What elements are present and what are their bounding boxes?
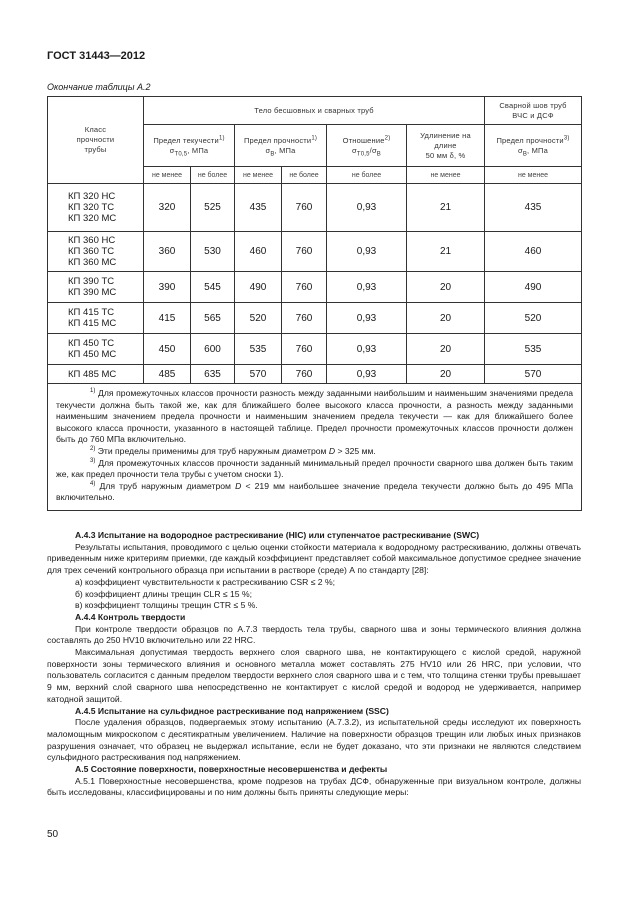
header-class-line: Класс [84, 125, 107, 134]
footnote-4 [56, 481, 573, 504]
unit-label: , МПа [527, 145, 549, 155]
weld-tensile-cell: 570 [485, 365, 582, 384]
elongation-cell: 20 [407, 303, 485, 334]
ratio-subscript: T0,5 [356, 151, 370, 157]
table-row [48, 184, 582, 232]
document-title: ГОСТ 31443—2012 [47, 50, 146, 62]
unit-label: , МПа [274, 145, 296, 155]
elongation-cell: 21 [407, 232, 485, 272]
ratio-cell: 0,93 [327, 334, 407, 365]
weld-tensile-cell: 490 [485, 272, 582, 303]
tensile-min-cell: 460 [235, 232, 282, 272]
tensile-max-cell: 760 [282, 365, 327, 384]
sigma-symbol: σ [352, 145, 357, 155]
tensile-max-cell: 760 [282, 184, 327, 232]
yield-min-cell: 415 [144, 303, 191, 334]
tensile-max-cell: 760 [282, 303, 327, 334]
yield-min-cell: 390 [144, 272, 191, 303]
class-cell [48, 365, 144, 384]
header-ratio [327, 125, 407, 167]
footnote-2 [56, 446, 573, 458]
table-row [48, 303, 582, 334]
table-caption: Окончание таблицы А.2 [47, 82, 151, 92]
body-text [47, 530, 581, 799]
section-heading-a44: А.4.4 Контроль твердости [75, 611, 186, 622]
class-name: КП 415 ТС [68, 307, 115, 318]
class-cell [48, 232, 144, 272]
tensile-max-cell: 760 [282, 272, 327, 303]
limit-max-label: не более [191, 167, 235, 184]
class-name: КП 320 ТС [68, 202, 115, 213]
paragraph: Максимальная допустимая твердость верхнего слоя сварного шва, не контактирующего с кислой средой, наружной поверхности зоны термического влияния и основного металла может составлять 275 HV10 или 26 HRC, при условии, что пользователь согласится с данным пределом твердости верхнего слоя сварного шва и с тем, что толщина стенки трубы превышает 9 мм, верхний слой сварного шва непосредственно не контактирует с кислой средой и водород не удерживается, например катодной защитой. [47, 647, 581, 704]
weld-tensile-cell: 535 [485, 334, 582, 365]
class-cell [48, 334, 144, 365]
properties-table [47, 96, 582, 511]
paragraph: Результаты испытания, проводимого с целью оценки стойкости материала к водородному растрескиванию, должны отвечать приведенным ниже критериям приемки, где каждый коэффициент представляет собой максимальное допустимое среднее значение для трех сечений контрольного образца при испытании в растворе (среде) А по стандарту [28]: [47, 541, 581, 576]
yield-max-cell: 565 [191, 303, 235, 334]
header-weld-line: ВЧС и ДСФ [512, 110, 554, 120]
footnote-ref-2: 2) [384, 135, 391, 141]
ratio-slash: /σ [369, 145, 377, 155]
unit-label: , МПа [187, 145, 209, 155]
limit-min-label: не менее [485, 167, 582, 184]
yield-max-cell: 545 [191, 272, 235, 303]
yield-min-cell: 485 [144, 365, 191, 384]
header-weld-line: Сварной шов труб [499, 100, 567, 110]
header-ratio-label: Отношение [342, 135, 385, 145]
header-yield-label: Предел текучести [153, 135, 219, 145]
footnote-mark: 2) [90, 446, 96, 453]
footnote-mark: 4) [90, 480, 96, 487]
header-group-weld [485, 97, 582, 125]
header-tensile [235, 125, 327, 167]
class-name: КП 320 МС [68, 213, 117, 224]
sigma-symbol: σ [169, 145, 175, 155]
class-name: КП 360 МС [68, 257, 117, 268]
yield-max-cell: 600 [191, 334, 235, 365]
yield-max-cell: 530 [191, 232, 235, 272]
yield-subscript: T0,5 [174, 151, 188, 157]
section-heading-a45: А.4.5 Испытание на сульфидное растрескивание под напряжением (SSC) [75, 705, 389, 716]
footnote-ref-1: 1) [218, 135, 225, 141]
tensile-min-cell: 520 [235, 303, 282, 334]
sigma-symbol: σ [265, 145, 271, 155]
weld-tensile-cell: 460 [485, 232, 582, 272]
footnote-mark: 1) [90, 388, 96, 395]
header-class [48, 97, 144, 184]
header-weld-tensile-label: Предел прочности [496, 135, 564, 145]
diameter-variable: D [235, 480, 242, 491]
weld-subscript: В [522, 151, 528, 157]
limit-min-label: не менее [235, 167, 282, 184]
paragraph: При контроле твердости образцов по А.7.3 твердость тела трубы, сварного шва и зоны термического влияния должна составлять до 250 HV10 включительно или 22 HRC. [47, 623, 581, 646]
paragraph: А.5.1 Поверхностные несовершенства, кроме подрезов на трубах ДСФ, обнаруженные при визуальном контроле, должны быть исследованы, классифицированы и по ним должны быть приняты следующие меры: [47, 775, 581, 798]
elongation-cell: 20 [407, 334, 485, 365]
tensile-min-cell: 490 [235, 272, 282, 303]
weld-tensile-cell: 435 [485, 184, 582, 232]
footnote-ref-1: 1) [311, 135, 318, 141]
header-row-groups [48, 97, 582, 125]
elongation-cell: 20 [407, 272, 485, 303]
header-elongation [407, 125, 485, 167]
yield-max-cell: 525 [191, 184, 235, 232]
sigma-symbol: σ [517, 145, 523, 155]
footnote-3 [56, 458, 573, 481]
footnotes-cell [48, 384, 582, 511]
yield-min-cell: 450 [144, 334, 191, 365]
footnote-text: Для труб наружным диаметром [95, 480, 236, 491]
class-name: КП 450 ТС [68, 338, 115, 349]
yield-min-cell: 360 [144, 232, 191, 272]
header-elongation-line: длине [434, 140, 457, 150]
class-cell [48, 272, 144, 303]
footnote-text: Для промежуточных классов прочности заданный минимальный предел прочности сварного шва должен быть таким же, как предел прочности тела трубы с учетом сноски 1). [56, 457, 573, 480]
header-group-body: Тело бесшовных и сварных труб [144, 97, 485, 125]
list-item: а) коэффициент чувствительности к растрескиванию CSR ≤ 2 %; [75, 576, 335, 587]
footnote-text: > 325 мм. [335, 445, 376, 456]
header-tensile-label: Предел прочности [243, 135, 312, 145]
class-cell [48, 184, 144, 232]
header-weld-tensile [485, 125, 582, 167]
elongation-cell: 21 [407, 184, 485, 232]
header-yield [144, 125, 235, 167]
weld-tensile-cell: 520 [485, 303, 582, 334]
ratio-cell: 0,93 [327, 184, 407, 232]
ratio-cell: 0,93 [327, 232, 407, 272]
ratio-cell: 0,93 [327, 303, 407, 334]
section-heading-a43: А.4.3 Испытание на водородное растрескивание (HIC) или ступенчатое растрескивание (SWC) [75, 530, 480, 540]
tensile-min-cell: 435 [235, 184, 282, 232]
ratio-subscript: В [376, 151, 381, 157]
yield-max-cell: 635 [191, 365, 235, 384]
footnote-1 [56, 388, 573, 446]
class-name: КП 360 ТС [68, 246, 115, 257]
class-cell [48, 303, 144, 334]
page-number: 50 [47, 829, 59, 840]
header-elongation-line: Удлинение на [420, 130, 471, 140]
class-name: КП 390 МС [68, 287, 117, 298]
tensile-min-cell: 535 [235, 334, 282, 365]
footnote-text: < 219 мм наибольшее значение предела текучести должно быть до 495 МПа включительно. [56, 480, 573, 503]
yield-min-cell: 320 [144, 184, 191, 232]
ratio-cell: 0,93 [327, 365, 407, 384]
limit-min-label: не менее [144, 167, 191, 184]
class-name: КП 320 НС [68, 191, 116, 202]
class-name: КП 450 МС [68, 349, 117, 360]
class-name: КП 360 НС [68, 235, 116, 246]
footnotes-row [48, 384, 582, 511]
table-row [48, 272, 582, 303]
table-row [48, 365, 582, 384]
footnote-mark: 3) [90, 457, 96, 464]
limit-min-label: не менее [407, 167, 485, 184]
footnote-text: Эти пределы применимы для труб наружным диаметром [95, 445, 329, 456]
tensile-max-cell: 760 [282, 334, 327, 365]
diameter-variable: D [328, 445, 336, 456]
section-heading-a5: А.5 Состояние поверхности, поверхностные несовершенства и дефекты [75, 764, 388, 775]
class-name: КП 415 МС [68, 318, 117, 329]
elongation-cell: 20 [407, 365, 485, 384]
table-row [48, 334, 582, 365]
table-row [48, 232, 582, 272]
footnote-text: Для промежуточных классов прочности разность между заданными наибольшим и наименьшим значениями предела текучести должна быть такой же, как для ближайшего более высокого класса прочности, а разность между заданными наименьшим значением предела прочности и наименьшим значением предела текучести — как для ближайшего более высокого класса прочности, указанного в настоящей таблице. Предел прочности промежуточных классов прочности должен быть до 760 МПа включительно. [56, 388, 573, 445]
list-item: в) коэффициент толщины трещин CTR ≤ 5 %. [75, 600, 258, 611]
tensile-max-cell: 760 [282, 232, 327, 272]
class-name: КП 485 МС [68, 368, 117, 380]
limit-max-label: не более [327, 167, 407, 184]
class-name: КП 390 ТС [68, 276, 115, 287]
paragraph: После удаления образцов, подвергаемых этому испытанию (А.7.3.2), из испытательной среды исследуют их поверхность маломощным микроскопом с десятикратным увеличением. Наличие на поверхности образцов трещин или любых иных признаков разрушения означает, что образец не выдержал испытание, если не будет доказано, что эти признаки не являются следствием сульфидного растрескивания под напряжением. [47, 717, 581, 763]
ratio-cell: 0,93 [327, 272, 407, 303]
header-elongation-line: 50 мм δ, % [425, 150, 466, 160]
limit-max-label: не более [282, 167, 327, 184]
list-item: б) коэффициент длины трещин CLR ≤ 15 %; [75, 588, 253, 599]
header-class-line: трубы [84, 145, 107, 154]
tensile-min-cell: 570 [235, 365, 282, 384]
tensile-subscript: В [270, 151, 275, 157]
header-class-line: прочности [76, 135, 115, 144]
footnote-ref-3: 3) [563, 135, 570, 141]
